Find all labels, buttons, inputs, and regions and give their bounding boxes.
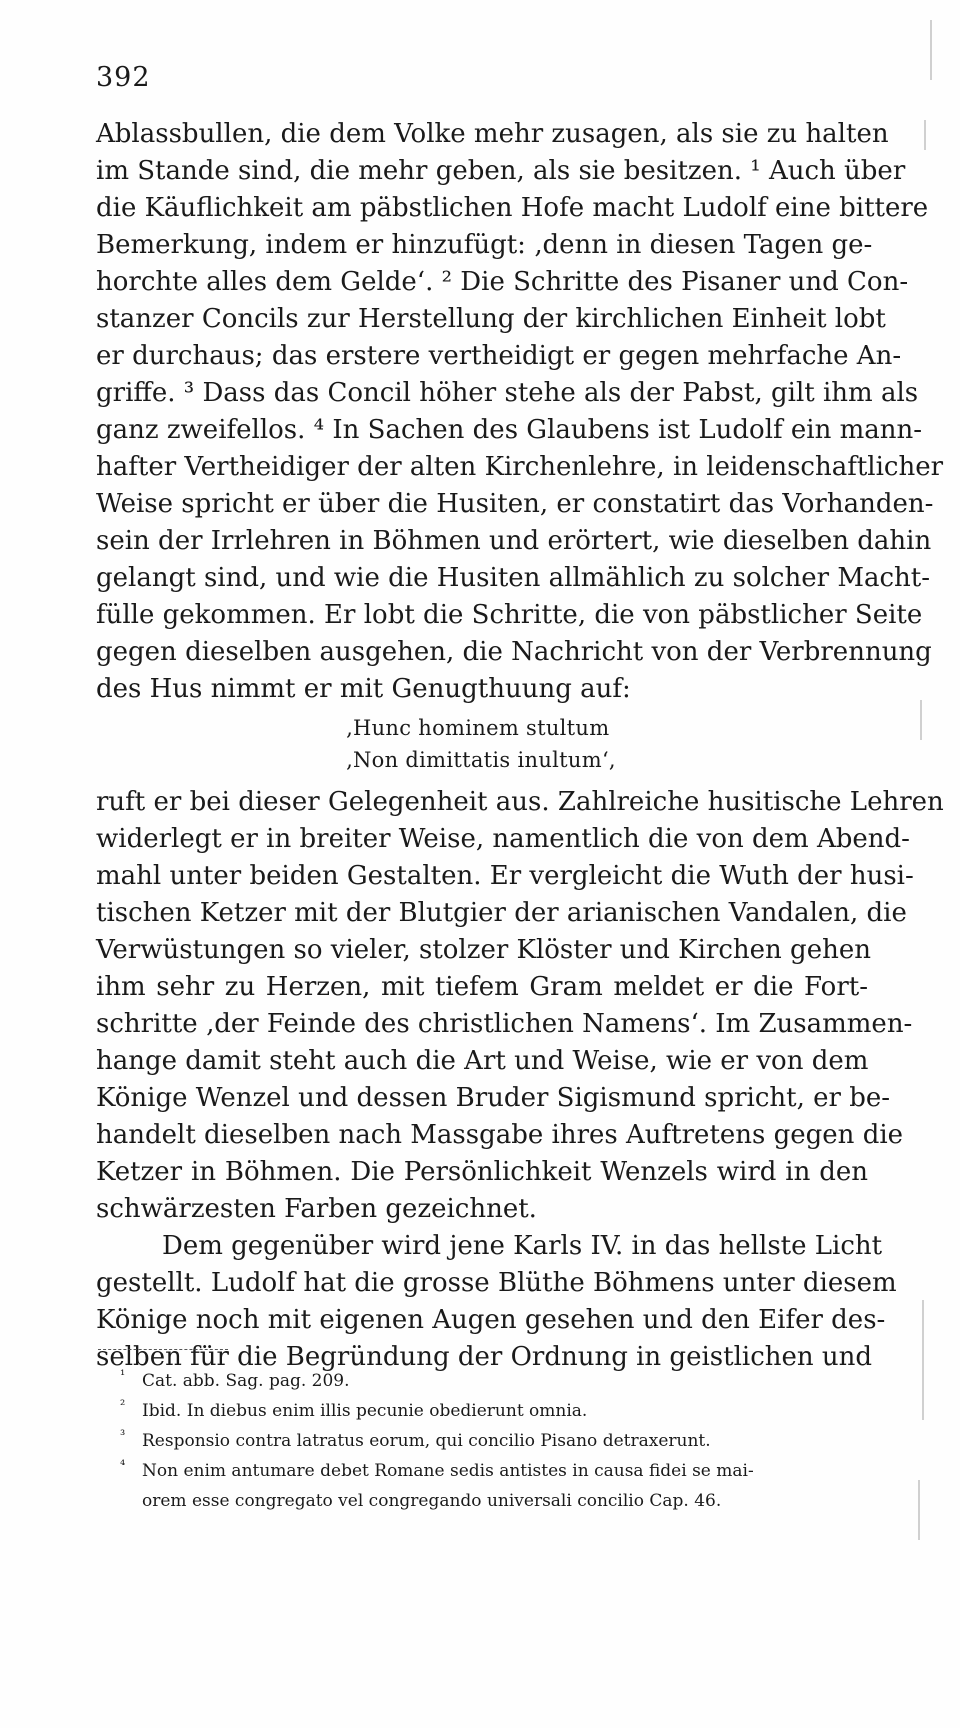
text-line: schwärzesten Farben gezeichnet. <box>96 1194 537 1224</box>
text-line: Weise spricht er über die Husiten, er constatirt das Vorhanden- <box>96 489 934 519</box>
quote-line: ‚Non dimittatis inultum‘, <box>346 748 616 772</box>
scan-speck <box>930 20 932 80</box>
scan-speck <box>924 120 926 150</box>
text-line: Bemerkung, indem er hinzufügt: ‚denn in diesen Tagen ge- <box>96 230 873 260</box>
page-number: 392 <box>96 62 151 93</box>
text-line: horchte alles dem Gelde‘. ² Die Schritte des Pisaner und Con- <box>96 267 909 297</box>
text-line: ihm sehr zu Herzen, mit tiefem Gram meldet er die Fort- <box>96 972 868 1002</box>
text-line: fülle gekommen. Er lobt die Schritte, die von päbstlicher Seite <box>96 600 923 630</box>
text-line: ruft er bei dieser Gelegenheit aus. Zahlreiche husitische Lehren <box>96 787 944 817</box>
text-line: ganz zweifellos. ⁴ In Sachen des Glaubens ist Ludolf ein mann- <box>96 415 923 445</box>
footnote-text: orem esse congregato vel congregando universali concilio Cap. 46. <box>142 1491 722 1511</box>
text-line: Ablassbullen, die dem Volke mehr zusagen, als sie zu halten <box>96 119 889 149</box>
scan-speck <box>920 700 922 740</box>
text-line: mahl unter beiden Gestalten. Er vergleicht die Wuth der husi- <box>96 861 914 891</box>
footnote-separator <box>98 1349 228 1350</box>
footnote-continuation <box>98 1486 868 1516</box>
footnote: ³ Responsio contra latratus eorum, qui concilio Pisano detraxerunt. <box>120 1428 711 1451</box>
paragraph-start-line: Dem gegenüber wird jene Karls IV. in das hellste Licht <box>162 1231 883 1261</box>
text-line: tischen Ketzer mit der Blutgier der arianischen Vandalen, die <box>96 898 907 928</box>
scan-speck <box>922 1300 924 1420</box>
body-text <box>96 116 944 1376</box>
footnote-text: Non enim antumare debet Romane sedis antistes in causa fidei se mai- <box>142 1461 754 1481</box>
text-line: Ketzer in Böhmen. Die Persönlichkeit Wenzels wird in den <box>96 1157 868 1187</box>
text-line: gegen dieselben ausgehen, die Nachricht von der Verbrennung <box>96 637 932 667</box>
footnote-text: Responsio contra latratus eorum, qui concilio Pisano detraxerunt. <box>142 1431 711 1451</box>
text-line: griffe. ³ Dass das Concil höher stehe als der Pabst, gilt ihm als <box>96 378 919 408</box>
text-line: sein der Irrlehren in Böhmen und erörtert, wie dieselben dahin <box>96 526 932 556</box>
footnote: ⁴ Non enim antumare debet Romane sedis antistes in causa fidei se mai- <box>120 1458 754 1481</box>
text-line: selben für die Begründung der Ordnung in geistlichen und <box>96 1342 873 1372</box>
footnotes <box>120 1366 868 1516</box>
text-line: schritte ‚der Feinde des christlichen Namens‘. Im Zusammen- <box>96 1009 913 1039</box>
text-line: die Käuflichkeit am päbstlichen Hofe macht Ludolf eine bittere <box>96 193 929 223</box>
text-line: des Hus nimmt er mit Genugthuung auf: <box>96 674 631 704</box>
footnote-text: Ibid. In diebus enim illis pecunie obedierunt omnia. <box>142 1401 588 1421</box>
quote-line: ‚Hunc hominem stultum <box>346 716 610 740</box>
scan-speck <box>918 1480 920 1540</box>
text-line: hange damit steht auch die Art und Weise, wie er von dem <box>96 1046 869 1076</box>
text-line: gestellt. Ludolf hat die grosse Blüthe Böhmens unter diesem <box>96 1268 897 1298</box>
text-line: er durchaus; das erstere vertheidigt er gegen mehrfache An- <box>96 341 902 371</box>
footnote: ² Ibid. In diebus enim illis pecunie obedierunt omnia. <box>120 1398 588 1421</box>
scan-edge-noise <box>910 0 960 1728</box>
text-line: gelangt sind, und wie die Husiten allmählich zu solcher Macht- <box>96 563 930 593</box>
text-line: widerlegt er in breiter Weise, namentlich die von dem Abend- <box>96 824 910 854</box>
text-line: Verwüstungen so vieler, stolzer Klöster und Kirchen gehen <box>96 935 871 965</box>
footnote: ¹ Cat. abb. Sag. pag. 209. <box>120 1368 350 1391</box>
text-line: im Stande sind, die mehr geben, als sie besitzen. ¹ Auch über <box>96 156 906 186</box>
text-line: stanzer Concils zur Herstellung der kirchlichen Einheit lobt <box>96 304 886 334</box>
text-line: hafter Vertheidiger der alten Kirchenlehre, in leidenschaftlicher <box>96 452 944 482</box>
latin-quote <box>96 712 868 776</box>
text-line: Könige noch mit eigenen Augen gesehen und den Eifer des- <box>96 1305 886 1335</box>
text-line: handelt dieselben nach Massgabe ihres Auftretens gegen die <box>96 1120 904 1150</box>
text-line: Könige Wenzel und dessen Bruder Sigismund spricht, er be- <box>96 1083 891 1113</box>
footnote-text: Cat. abb. Sag. pag. 209. <box>142 1371 350 1391</box>
